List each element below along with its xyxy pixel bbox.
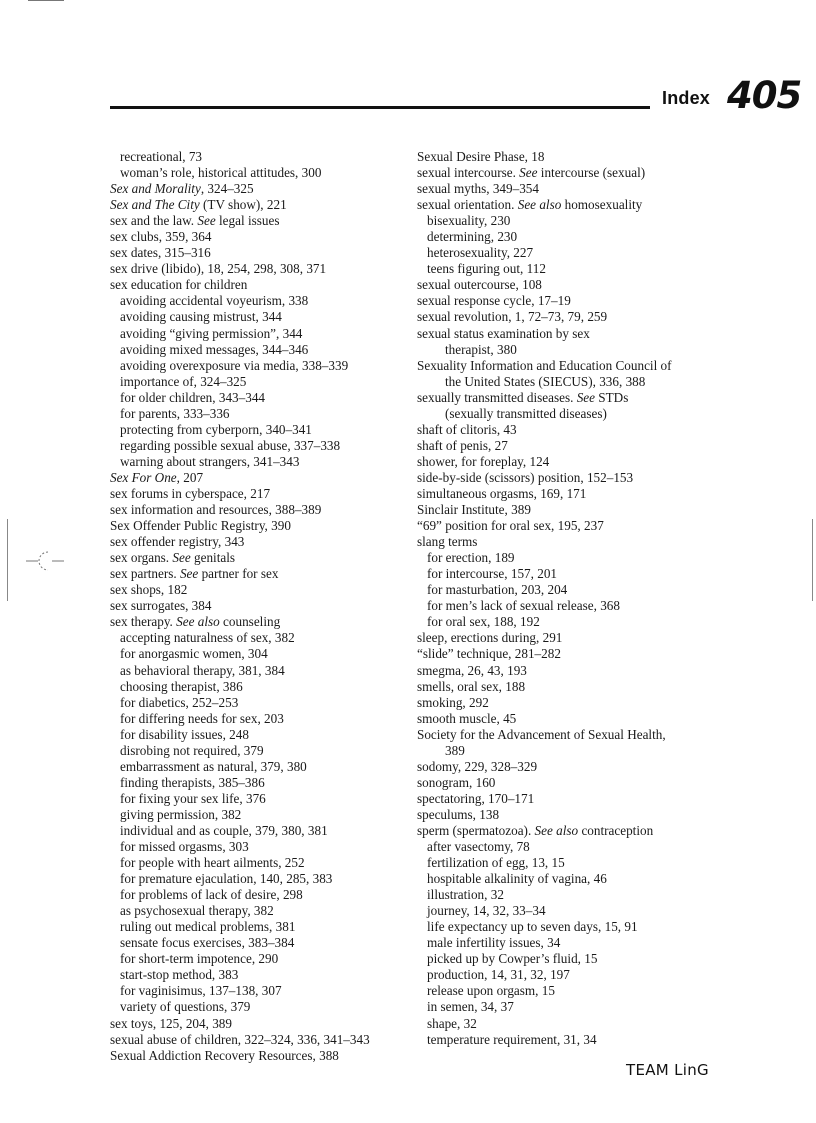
index-entry <box>417 390 737 406</box>
index-entry-text: start-stop method, 383 <box>120 967 239 983</box>
index-subentry <box>110 326 410 342</box>
index-entry-text: sex drive (libido), 18, 254, 298, 308, 371 <box>110 261 327 277</box>
index-entry-text: as behavioral therapy, 381, 384 <box>120 662 285 678</box>
index-entry <box>417 534 737 550</box>
index-subentry <box>110 358 410 374</box>
index-entry-text: woman’s role, historical attitudes, 300 <box>120 165 322 181</box>
index-subentry <box>417 582 737 598</box>
index-entry-text: sexual status examination by sex <box>417 325 590 341</box>
index-entry-text: for parents, 333–336 <box>120 405 230 421</box>
index-subentry <box>110 646 410 662</box>
index-entry-text: shaft of penis, 27 <box>417 437 508 453</box>
index-entry-text: for fixing your sex life, 376 <box>120 790 266 806</box>
index-entry <box>110 229 410 245</box>
index-entry-text: finding therapists, 385–386 <box>120 774 265 790</box>
index-continuation <box>417 406 737 422</box>
index-entry-text: illustration, 32 <box>427 887 504 903</box>
index-entry-text: sex surrogates, 384 <box>110 598 212 614</box>
index-subentry <box>417 261 737 277</box>
index-entry-text: bisexuality, 230 <box>427 213 511 229</box>
index-entry <box>417 759 737 775</box>
index-entry-text: legal issues <box>215 213 280 229</box>
index-entry <box>110 197 410 213</box>
index-subentry <box>110 903 410 919</box>
index-entry-text: smells, oral sex, 188 <box>417 678 526 694</box>
index-entry-text: for problems of lack of desire, 298 <box>120 887 303 903</box>
index-subentry <box>417 903 737 919</box>
index-entry <box>110 518 410 534</box>
index-subentry <box>110 406 410 422</box>
index-entry <box>417 823 737 839</box>
index-entry <box>417 165 737 181</box>
index-entry <box>417 486 737 502</box>
index-entry <box>417 502 737 518</box>
index-entry-italic-text: Sex and Morality <box>110 181 201 197</box>
index-entry <box>110 245 410 261</box>
index-continuation <box>417 374 737 390</box>
index-entry-text: choosing therapist, 386 <box>120 678 243 694</box>
index-subentry <box>110 727 410 743</box>
index-subentry <box>110 149 410 165</box>
index-entry-text: shape, 32 <box>427 1015 477 1031</box>
index-entry-text: for older children, 343–344 <box>120 389 266 405</box>
index-subentry <box>110 759 410 775</box>
index-entry-text: sleep, erections during, 291 <box>417 630 563 646</box>
page-number: 405 <box>727 74 802 117</box>
index-subentry <box>417 855 737 871</box>
index-entry-text: Society for the Advancement of Sexual Health, <box>417 726 666 742</box>
index-entry-text: sex partners. <box>110 566 180 582</box>
index-entry-text: simultaneous orgasms, 169, 171 <box>417 485 587 501</box>
header-rule <box>110 106 650 109</box>
index-entry-text: sex toys, 125, 204, 389 <box>110 1015 232 1031</box>
index-subentry <box>110 807 410 823</box>
index-entry-text: for missed orgasms, 303 <box>120 839 249 855</box>
index-subentry <box>417 967 737 983</box>
index-entry <box>417 663 737 679</box>
index-entry-text: slang terms <box>417 534 478 550</box>
index-subentry <box>417 550 737 566</box>
index-entry-text: spectatoring, 170–171 <box>417 790 535 806</box>
index-entry <box>417 775 737 791</box>
index-entry-text: sexual outercourse, 108 <box>417 277 542 293</box>
index-subentry <box>110 791 410 807</box>
index-entry <box>110 261 410 277</box>
index-subentry <box>417 839 737 855</box>
index-entry-italic-text: See also <box>176 614 220 630</box>
index-subentry <box>110 919 410 935</box>
index-entry-text: contraception <box>578 822 654 838</box>
index-subentry <box>417 614 737 630</box>
index-subentry <box>110 293 410 309</box>
index-entry-text: avoiding “giving permission”, 344 <box>120 325 303 341</box>
index-subentry <box>417 566 737 582</box>
index-entry-italic-text: See also <box>517 197 562 213</box>
index-entry-text: partner for sex <box>198 566 279 582</box>
index-subentry <box>417 1032 737 1048</box>
index-entry-text: male infertility issues, 34 <box>427 935 561 951</box>
index-entry-text: for short-term impotence, 290 <box>120 951 279 967</box>
index-subentry <box>110 967 410 983</box>
index-entry-text: smooth muscle, 45 <box>417 710 517 726</box>
index-entry-text: determining, 230 <box>427 229 518 245</box>
index-continuation <box>417 342 737 358</box>
index-entry-text: sexual myths, 349–354 <box>417 181 539 197</box>
index-entry-italic-text: Sex For One <box>110 469 177 485</box>
index-entry-text: “69” position for oral sex, 195, 237 <box>417 518 604 534</box>
index-subentry <box>417 245 737 261</box>
index-subentry <box>110 711 410 727</box>
index-entry-text: individual and as couple, 379, 380, 381 <box>120 822 328 838</box>
index-subentry <box>417 951 737 967</box>
index-subentry <box>110 775 410 791</box>
index-column-left <box>110 149 410 1064</box>
index-entry <box>110 534 410 550</box>
index-entry <box>110 181 410 197</box>
index-entry-text: intercourse (sexual) <box>537 165 646 181</box>
index-subentry <box>110 422 410 438</box>
index-entry-text: sperm (spermatozoa). <box>417 822 535 838</box>
index-entry-text: STDs <box>595 389 629 405</box>
index-entry-text: speculums, 138 <box>417 806 500 822</box>
index-entry-text: the United States (SIECUS), 336, 388 <box>445 373 646 389</box>
index-entry-text: in semen, 34, 37 <box>427 999 514 1015</box>
index-subentry <box>110 630 410 646</box>
index-subentry <box>110 695 410 711</box>
index-entry-text: (TV show), 221 <box>199 197 287 213</box>
index-entry-text: temperature requirement, 31, 34 <box>427 1031 597 1047</box>
index-entry-text: avoiding causing mistrust, 344 <box>120 309 282 325</box>
index-entry-text: , 324–325 <box>200 181 254 197</box>
index-subentry <box>110 374 410 390</box>
index-subentry <box>110 839 410 855</box>
index-entry <box>417 326 737 342</box>
index-entry <box>417 727 737 743</box>
index-entry-text: giving permission, 382 <box>120 806 242 822</box>
index-entry-text: sex education for children <box>110 277 248 293</box>
index-entry <box>417 293 737 309</box>
index-entry-text: shower, for foreplay, 124 <box>417 453 550 469</box>
index-entry <box>417 197 737 213</box>
index-entry <box>110 277 410 293</box>
index-subentry <box>110 454 410 470</box>
index-entry <box>417 807 737 823</box>
index-entry-text: “slide” technique, 281–282 <box>417 646 561 662</box>
index-entry-text: sex shops, 182 <box>110 582 188 598</box>
index-entry-italic-text: Sex and The City <box>110 197 200 213</box>
index-subentry <box>417 598 737 614</box>
index-column-right <box>417 149 737 1048</box>
section-label: Index <box>662 88 711 108</box>
index-entry <box>110 470 410 486</box>
index-entry-text: smoking, 292 <box>417 694 489 710</box>
index-entry <box>417 277 737 293</box>
index-entry <box>417 422 737 438</box>
index-subentry <box>417 229 737 245</box>
index-entry-italic-text: See <box>197 213 216 229</box>
index-entry-text: Sexuality Information and Education Council of <box>417 357 672 373</box>
index-entry <box>417 646 737 662</box>
index-entry-text: regarding possible sexual abuse, 337–338 <box>120 437 341 453</box>
index-entry-text: Sinclair Institute, 389 <box>417 502 531 518</box>
index-subentry <box>110 438 410 454</box>
index-entry <box>417 309 737 325</box>
index-subentry <box>110 342 410 358</box>
index-entry-text: , 207 <box>176 469 204 485</box>
index-entry-text: (sexually transmitted diseases) <box>445 405 607 421</box>
index-entry <box>110 1016 410 1032</box>
index-entry <box>110 582 410 598</box>
index-entry <box>110 1048 410 1064</box>
crop-mark-top <box>28 0 64 1</box>
index-subentry <box>417 871 737 887</box>
index-subentry <box>110 935 410 951</box>
index-continuation <box>417 743 737 759</box>
index-entry-text: sex forums in cyberspace, 217 <box>110 485 271 501</box>
index-entry <box>417 454 737 470</box>
index-entry-text: for vaginisimus, 137–138, 307 <box>120 983 282 999</box>
index-entry-italic-text: See <box>576 389 595 405</box>
index-entry <box>110 550 410 566</box>
index-entry-text: for premature ejaculation, 140, 285, 383 <box>120 871 333 887</box>
index-entry-text: for erection, 189 <box>427 550 515 566</box>
index-entry-text: journey, 14, 32, 33–34 <box>427 903 546 919</box>
index-entry <box>417 791 737 807</box>
index-entry <box>417 149 737 165</box>
index-entry-text: embarrassment as natural, 379, 380 <box>120 758 307 774</box>
index-entry-text: sexual intercourse. <box>417 165 520 181</box>
index-subentry <box>110 309 410 325</box>
index-entry-text: sexually transmitted diseases. <box>417 389 577 405</box>
index-entry <box>110 213 410 229</box>
index-subentry <box>110 663 410 679</box>
index-entry-text: sex therapy. <box>110 614 177 630</box>
index-entry <box>110 614 410 630</box>
index-entry-text: avoiding mixed messages, 344–346 <box>120 341 309 357</box>
index-entry-text: for differing needs for sex, 203 <box>120 710 284 726</box>
index-entry-text: Sex Offender Public Registry, 390 <box>110 518 291 534</box>
footer-watermark: TEAM LinG <box>626 1061 709 1079</box>
index-subentry <box>110 999 410 1015</box>
index-entry-text: sexual response cycle, 17–19 <box>417 293 571 309</box>
index-entry-text: for disability issues, 248 <box>120 726 249 742</box>
index-entry-text: sexual abuse of children, 322–324, 336, 341–343 <box>110 1031 370 1047</box>
index-entry-text: for people with heart ailments, 252 <box>120 855 305 871</box>
index-subentry <box>110 743 410 759</box>
index-subentry <box>110 983 410 999</box>
index-entry-text: therapist, 380 <box>445 341 517 357</box>
index-entry <box>417 438 737 454</box>
index-subentry <box>110 855 410 871</box>
index-entry-text: sex organs. <box>110 550 173 566</box>
index-entry-text: sexual revolution, 1, 72–73, 79, 259 <box>417 309 608 325</box>
index-entry <box>417 711 737 727</box>
index-subentry <box>110 165 410 181</box>
index-entry <box>417 518 737 534</box>
index-entry-italic-text: See <box>519 165 538 181</box>
index-entry-text: sensate focus exercises, 383–384 <box>120 935 295 951</box>
index-entry-text: sonogram, 160 <box>417 774 496 790</box>
index-subentry <box>110 390 410 406</box>
index-entry-text: disrobing not required, 379 <box>120 742 264 758</box>
index-entry-text: sex and the law. <box>110 213 198 229</box>
index-subentry <box>417 1016 737 1032</box>
index-subentry <box>110 887 410 903</box>
index-entry-text: avoiding accidental voyeurism, 338 <box>120 293 309 309</box>
index-entry-text: protecting from cyberporn, 340–341 <box>120 421 312 437</box>
index-entry <box>110 502 410 518</box>
registration-mark-icon <box>26 549 66 573</box>
index-entry-italic-text: See also <box>534 822 579 838</box>
index-entry-text: homosexuality <box>561 197 643 213</box>
index-entry-text: side-by-side (scissors) position, 152–153 <box>417 469 634 485</box>
index-entry-text: for diabetics, 252–253 <box>120 694 239 710</box>
index-entry-text: variety of questions, 379 <box>120 999 251 1015</box>
index-entry-text: fertilization of egg, 13, 15 <box>427 855 565 871</box>
index-subentry <box>110 823 410 839</box>
index-entry-text: sex information and resources, 388–389 <box>110 502 322 518</box>
index-entry-text: smegma, 26, 43, 193 <box>417 662 527 678</box>
index-entry-text: heterosexuality, 227 <box>427 245 534 261</box>
index-entry-text: after vasectomy, 78 <box>427 839 530 855</box>
index-entry-italic-text: See <box>179 566 199 582</box>
index-subentry <box>110 679 410 695</box>
index-entry <box>110 598 410 614</box>
index-subentry <box>417 935 737 951</box>
index-entry-text: hospitable alkalinity of vagina, 46 <box>427 871 607 887</box>
index-entry-text: sexual orientation. <box>417 197 518 213</box>
index-entry-text: picked up by Cowper’s fluid, 15 <box>427 951 598 967</box>
index-entry-text: counseling <box>219 614 281 630</box>
index-entry-text: recreational, 73 <box>120 149 203 164</box>
index-entry <box>417 695 737 711</box>
index-entry-text: release upon orgasm, 15 <box>427 983 555 999</box>
index-entry <box>110 486 410 502</box>
index-entry <box>417 630 737 646</box>
index-entry-text: teens figuring out, 112 <box>427 261 546 277</box>
index-entry <box>417 358 737 374</box>
index-entry <box>417 679 737 695</box>
index-subentry <box>110 871 410 887</box>
index-entry-text: warning about strangers, 341–343 <box>120 453 300 469</box>
index-entry-text: for men’s lack of sexual release, 368 <box>427 598 620 614</box>
index-entry-text: for anorgasmic women, 304 <box>120 646 268 662</box>
index-entry-text: 389 <box>445 742 465 758</box>
index-entry <box>110 1032 410 1048</box>
index-subentry <box>417 919 737 935</box>
index-entry-text: shaft of clitoris, 43 <box>417 421 517 437</box>
index-subentry <box>110 951 410 967</box>
index-entry <box>417 181 737 197</box>
index-entry-text: sex dates, 315–316 <box>110 245 211 261</box>
index-entry-text: Sexual Desire Phase, 18 <box>417 149 545 164</box>
index-entry-text: accepting naturalness of sex, 382 <box>120 630 295 646</box>
index-entry-text: ruling out medical problems, 381 <box>120 919 296 935</box>
index-subentry <box>417 999 737 1015</box>
index-entry-text: as psychosexual therapy, 382 <box>120 903 274 919</box>
index-entry-text: avoiding overexposure via media, 338–339 <box>120 357 349 373</box>
margin-rule-right <box>812 519 813 601</box>
index-subentry <box>417 983 737 999</box>
index-entry <box>417 470 737 486</box>
index-entry-text: for oral sex, 188, 192 <box>427 614 540 630</box>
index-entry <box>110 566 410 582</box>
index-entry-text: for masturbation, 203, 204 <box>427 582 568 598</box>
index-entry-text: Sexual Addiction Recovery Resources, 388 <box>110 1047 339 1063</box>
index-entry-text: sex clubs, 359, 364 <box>110 229 212 245</box>
index-subentry <box>417 887 737 903</box>
index-entry-text: importance of, 324–325 <box>120 373 247 389</box>
index-entry-text: sex offender registry, 343 <box>110 534 245 550</box>
index-entry-text: genitals <box>190 550 236 566</box>
margin-rule-left <box>7 519 8 601</box>
index-entry-text: for intercourse, 157, 201 <box>427 566 558 582</box>
index-entry-text: life expectancy up to seven days, 15, 91 <box>427 919 638 935</box>
index-subentry <box>417 213 737 229</box>
index-entry-italic-text: See <box>172 550 191 566</box>
index-entry-text: sodomy, 229, 328–329 <box>417 758 538 774</box>
index-entry-text: production, 14, 31, 32, 197 <box>427 967 570 983</box>
